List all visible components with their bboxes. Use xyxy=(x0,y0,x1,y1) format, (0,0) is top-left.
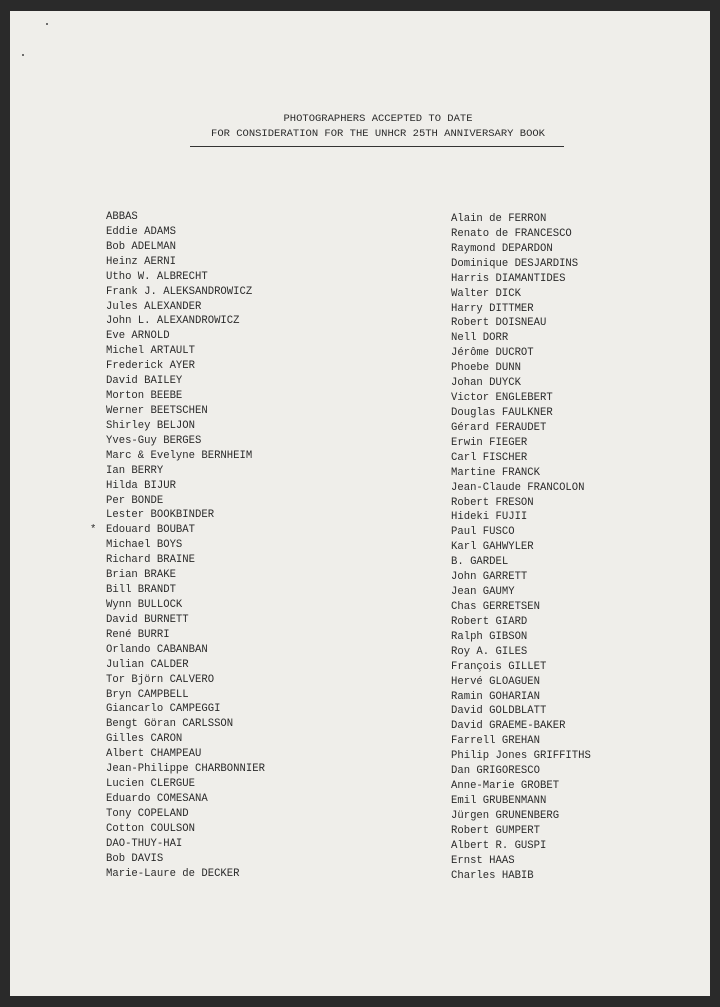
photographer-name: Paul FUSCO xyxy=(451,526,515,539)
photographer-name: Douglas FAULKNER xyxy=(451,406,553,419)
photographer-name: Erwin FIEGER xyxy=(451,436,528,449)
photographer-name: DAO-THUY-HAI xyxy=(106,837,183,850)
photographer-name: Nell DORR xyxy=(451,332,509,345)
photographer-name: Edouard BOUBAT * xyxy=(90,524,196,537)
paper-speck xyxy=(22,54,24,56)
photographer-name: Wynn BULLOCK xyxy=(106,598,183,611)
photographer-name: Harris DIAMANTIDES xyxy=(451,272,566,285)
photographer-name: David GRAEME-BAKER xyxy=(451,720,566,733)
photographer-name: Jürgen GRUNENBERG xyxy=(451,809,560,822)
photographer-name: Farrell GREHAN xyxy=(451,735,541,748)
photographer-name: Albert CHAMPEAU xyxy=(106,748,202,761)
photographer-name: Gilles CARON xyxy=(106,733,183,746)
photographer-name: Marie-Laure de DECKER xyxy=(106,867,240,880)
photographer-name: Orlando CABANBAN xyxy=(106,643,208,656)
photographer-name: Jérôme DUCROT xyxy=(451,347,534,360)
photographer-name: Lucien CLERGUE xyxy=(106,778,196,791)
photographer-name: Anne-Marie GROBET xyxy=(451,780,560,793)
photographer-name: ABBAS xyxy=(106,211,138,223)
photographer-name: Eddie ADAMS xyxy=(106,225,176,238)
photographer-name: Ramin GOHARIAN xyxy=(451,690,541,703)
document-page xyxy=(10,11,710,996)
photographer-name: Hervé GLOAGUEN xyxy=(451,675,541,688)
photographer-name: John GARRETT xyxy=(451,571,528,584)
photographer-name: Victor ENGLEBERT xyxy=(451,392,553,405)
photographer-name: Bill BRANDT xyxy=(106,584,176,597)
photographer-name: Brian BRAKE xyxy=(106,569,176,582)
photographer-name: Renato de FRANCESCO xyxy=(451,227,572,240)
photographer-name: Walter DICK xyxy=(451,287,521,300)
photographer-name: Chas GERRETSEN xyxy=(451,600,541,613)
photographer-name: Jean-Claude FRANCOLON xyxy=(451,481,585,494)
photographer-name: Morton BEEBE xyxy=(106,390,183,403)
photographer-name: Jules ALEXANDER xyxy=(106,300,202,313)
title-line-1: PHOTOGRAPHERS ACCEPTED TO DATE xyxy=(283,113,473,125)
photographer-name: Julian CALDER xyxy=(106,658,189,671)
photographer-name: Roy A. GILES xyxy=(451,645,528,658)
photographer-name: Harry DITTMER xyxy=(451,302,534,315)
photographer-name: Albert R. GUSPI xyxy=(451,839,547,852)
photographer-name: David GOLDBLATT xyxy=(451,705,547,718)
photographer-name: Ernst HAAS xyxy=(451,854,515,867)
photographer-name: Dan GRIGORESCO xyxy=(451,765,541,778)
photographer-name: Carl FISCHER xyxy=(451,451,528,464)
photographer-name: John L. ALEXANDROWICZ xyxy=(106,315,240,328)
photographer-name: Ian BERRY xyxy=(106,464,164,477)
photographer-name: Philip Jones GRIFFITHS xyxy=(451,750,591,763)
photographer-name: Lester BOOKBINDER xyxy=(106,509,215,522)
photographer-name: Robert GIARD xyxy=(451,615,528,628)
photographer-name: Heinz AERNI xyxy=(106,255,176,268)
photographer-name: B. GARDEL xyxy=(451,556,509,569)
photographer-name: Robert GUMPERT xyxy=(451,824,541,837)
photographer-name: Gérard FERAUDET xyxy=(451,421,547,434)
photographer-name: David BAILEY xyxy=(106,375,183,388)
photographer-name: Michel ARTAULT xyxy=(106,345,196,358)
photographer-name: Charles HABIB xyxy=(451,869,534,882)
photographer-name: Tor Björn CALVERO xyxy=(106,673,215,686)
photographer-name: Bryn CAMPBELL xyxy=(106,688,189,701)
photographer-name: Emil GRUBENMANN xyxy=(451,794,547,807)
photographer-name: Karl GAHWYLER xyxy=(451,541,534,554)
photographer-name: Eve ARNOLD xyxy=(106,330,170,343)
paper-speck xyxy=(46,23,48,25)
photographer-name: Yves-Guy BERGES xyxy=(106,434,202,447)
photographer-name: Bob DAVIS xyxy=(106,852,164,865)
photographer-name: René BURRI xyxy=(106,628,170,641)
title-line-2: FOR CONSIDERATION FOR THE UNHCR 25TH ANNIVERSARY BOOK xyxy=(211,128,545,140)
photographer-name: Giancarlo CAMPEGGI xyxy=(106,703,221,716)
photographer-name: Jean-Philippe CHARBONNIER xyxy=(106,763,265,776)
photographer-name: Bengt Göran CARLSSON xyxy=(106,718,234,731)
photographer-name: Per BONDE xyxy=(106,494,164,507)
photographer-name: Dominique DESJARDINS xyxy=(451,257,579,270)
photographer-name: Raymond DEPARDON xyxy=(451,242,553,255)
photographer-name: Shirley BELJON xyxy=(106,419,196,432)
photographer-name: Johan DUYCK xyxy=(451,377,521,390)
photographer-name: Hideki FUJII xyxy=(451,511,528,524)
photographer-name: Tony COPELAND xyxy=(106,807,189,820)
photographer-name: Michael BOYS xyxy=(106,539,183,552)
photographer-name: Martine FRANCK xyxy=(451,466,541,479)
photographer-name: Bob ADELMAN xyxy=(106,240,176,253)
photographer-name: Phoebe DUNN xyxy=(451,362,521,375)
photographer-name: Richard BRAINE xyxy=(106,554,196,567)
photographer-name: Hilda BIJUR xyxy=(106,479,176,492)
photographer-name: François GILLET xyxy=(451,660,547,673)
photographer-name: Ralph GIBSON xyxy=(451,630,528,643)
photographer-name: Utho W. ALBRECHT xyxy=(106,270,208,283)
photographer-name: Robert FRESON xyxy=(451,496,534,509)
photographer-name: Marc & Evelyne BERNHEIM xyxy=(106,449,253,462)
photographer-name: Frederick AYER xyxy=(106,360,196,373)
left-name-column xyxy=(90,210,265,881)
photographer-name: Frank J. ALEKSANDROWICZ xyxy=(106,285,253,298)
photographer-name: David BURNETT xyxy=(106,613,189,626)
photographer-name: Jean GAUMY xyxy=(451,586,515,599)
photographer-name: Werner BEETSCHEN xyxy=(106,404,208,417)
photographer-name: Cotton COULSON xyxy=(106,822,196,835)
photographer-name: Eduardo COMESANA xyxy=(106,792,208,805)
right-name-column xyxy=(451,212,591,883)
photographer-name: Robert DOISNEAU xyxy=(451,317,547,330)
asterisk-marker: * xyxy=(90,524,97,537)
title-underline xyxy=(190,146,564,147)
photographer-name: Alain de FERRON xyxy=(451,213,547,225)
document-header xyxy=(190,112,566,142)
